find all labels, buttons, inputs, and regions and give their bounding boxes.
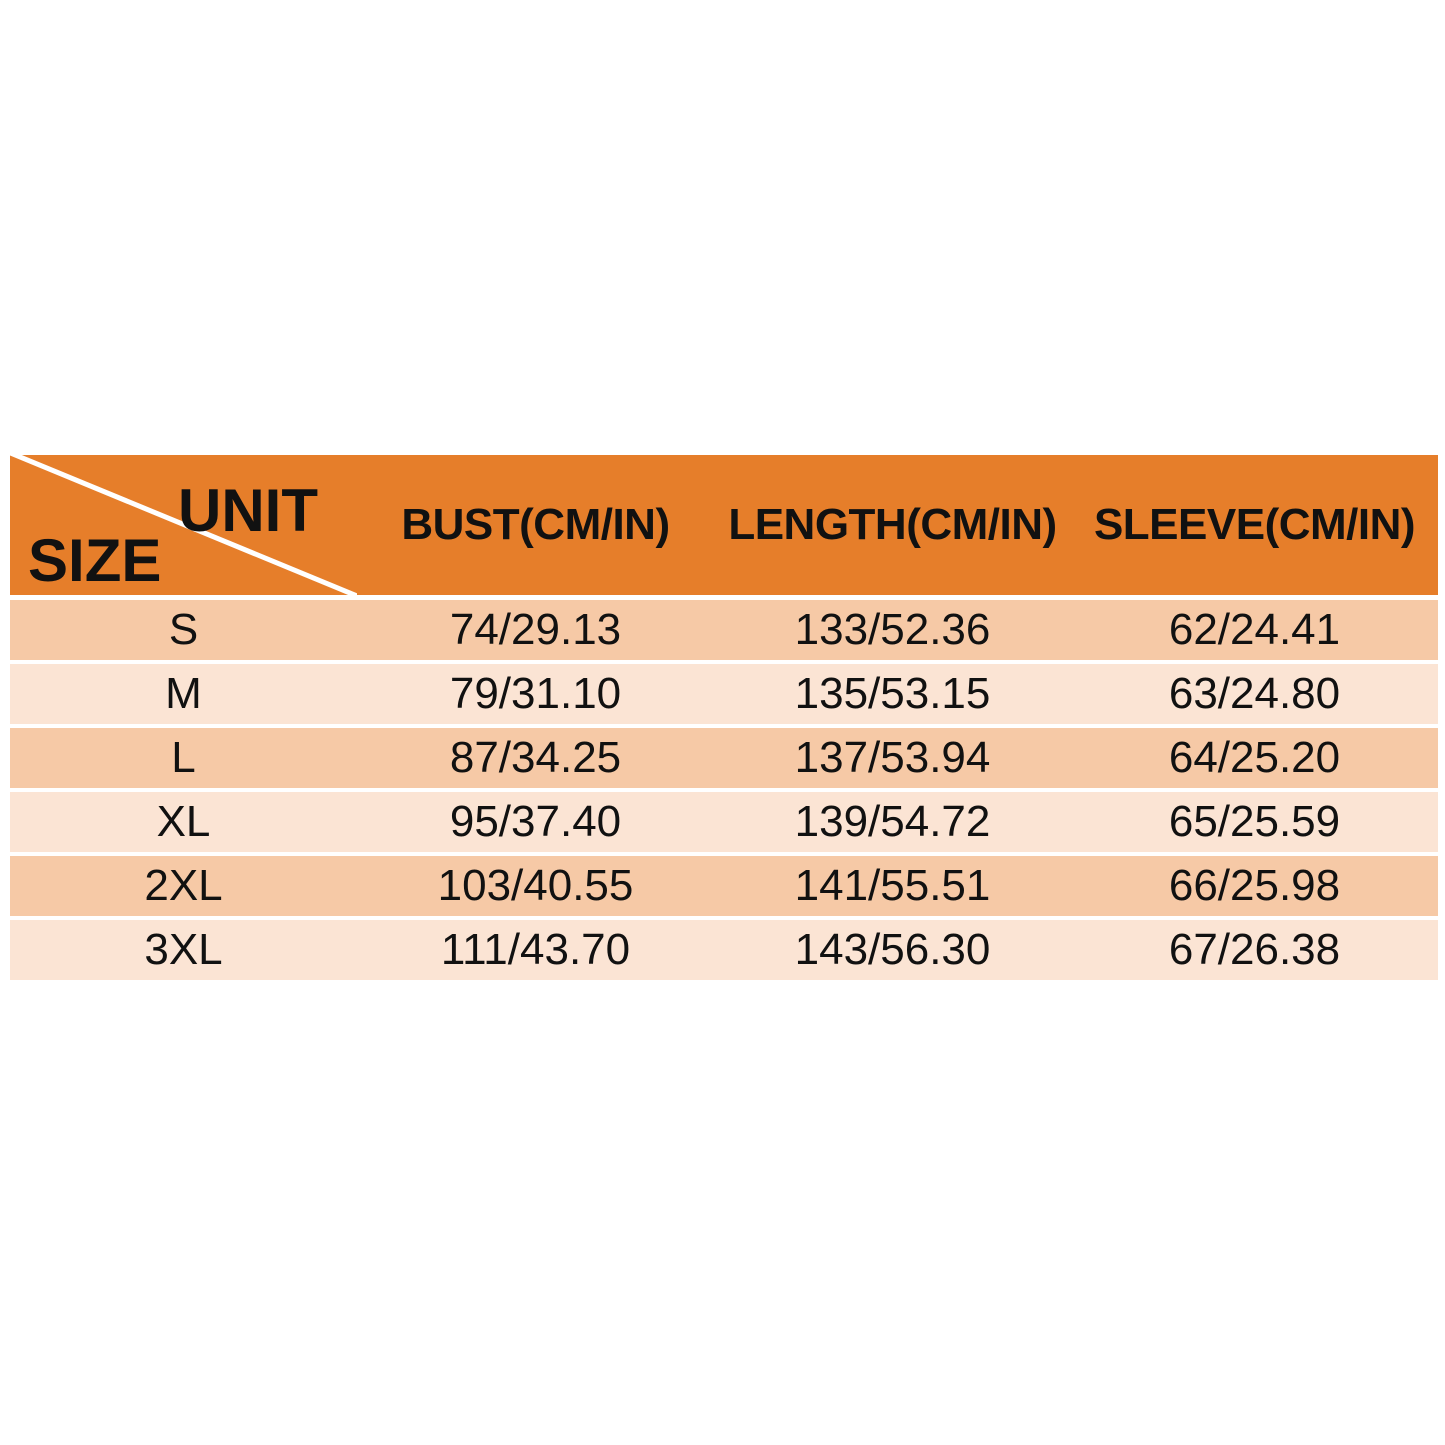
size-cell: S <box>168 605 199 654</box>
table-row-2xl <box>10 856 1438 916</box>
size-label: SIZE <box>28 527 162 594</box>
bust-cell: 74/29.13 <box>449 605 622 654</box>
size-cell: XL <box>156 797 211 846</box>
length-cell: 135/53.15 <box>794 669 991 718</box>
column-header-length: LENGTH(CM/IN) <box>728 500 1057 549</box>
bust-cell: 79/31.10 <box>449 669 622 718</box>
size-cell: 3XL <box>144 925 223 974</box>
length-cell: 143/56.30 <box>794 925 991 974</box>
size-cell: M <box>165 669 202 718</box>
bust-cell: 87/34.25 <box>449 733 622 782</box>
sleeve-cell: 63/24.80 <box>1168 669 1341 718</box>
length-cell: 141/55.51 <box>794 861 991 910</box>
size-cell: 2XL <box>144 861 223 910</box>
sleeve-cell: 62/24.41 <box>1168 605 1341 654</box>
size-cell: L <box>171 733 196 782</box>
size-chart-table <box>10 455 1438 980</box>
table-row-s <box>10 600 1438 660</box>
sleeve-cell: 67/26.38 <box>1168 925 1341 974</box>
table-row-l <box>10 728 1438 788</box>
sleeve-cell: 65/25.59 <box>1168 797 1341 846</box>
table-header-row <box>10 455 1438 595</box>
table-row-m <box>10 664 1438 724</box>
column-header-sleeve: SLEEVE(CM/IN) <box>1093 500 1416 549</box>
sleeve-cell: 66/25.98 <box>1168 861 1341 910</box>
length-cell: 139/54.72 <box>794 797 991 846</box>
table-row-3xl <box>10 920 1438 980</box>
unit-label: UNIT <box>178 477 318 544</box>
bust-cell: 103/40.55 <box>437 861 634 910</box>
length-cell: 137/53.94 <box>794 733 991 782</box>
corner-cell <box>10 455 357 595</box>
bust-cell: 111/43.70 <box>440 925 631 974</box>
column-header-bust: BUST(CM/IN) <box>401 500 670 549</box>
bust-cell: 95/37.40 <box>449 797 622 846</box>
sleeve-cell: 64/25.20 <box>1168 733 1341 782</box>
length-cell: 133/52.36 <box>794 605 991 654</box>
table-row-xl <box>10 792 1438 852</box>
